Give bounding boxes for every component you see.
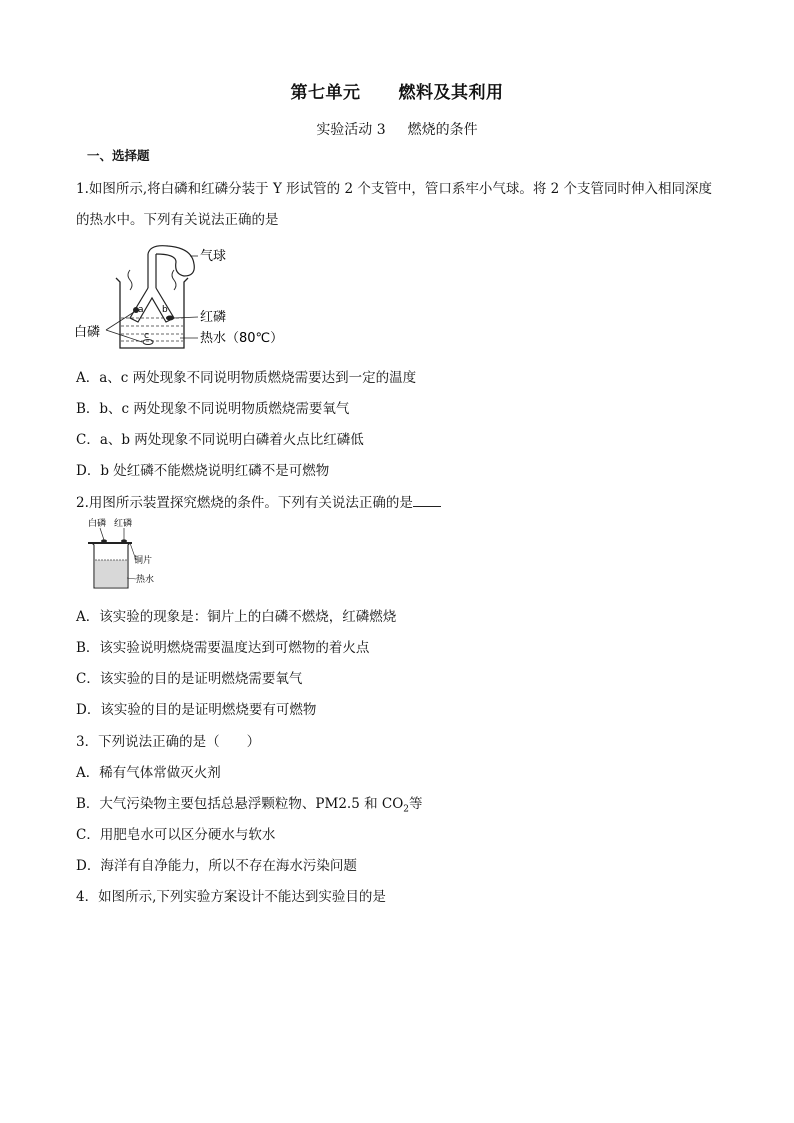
label-hot-water: 热水（80℃）	[200, 331, 284, 346]
answer-blank	[413, 494, 441, 507]
q4-stem: 4．如图所示,下列实验方案设计不能达到实验目的是	[76, 889, 386, 905]
q3-option-b	[76, 792, 423, 815]
q2-figure	[84, 516, 174, 600]
q1-option-b: B．b、c 两处现象不同说明物质燃烧需要氧气	[76, 401, 350, 417]
q1-stem-line2: 的热水中。下列有关说法正确的是	[76, 212, 279, 228]
q1-option-d: D．b 处红磷不能燃烧说明红磷不是可燃物	[76, 463, 330, 479]
q3-stem: 3．下列说法正确的是（ ）	[76, 734, 261, 750]
label-white-phosphorus: 白磷	[88, 519, 107, 529]
label-a: a	[138, 305, 144, 315]
label-red-phosphorus: 红磷	[114, 519, 133, 529]
q2-stem	[76, 491, 441, 511]
q3-option-b-suffix: 等	[409, 796, 423, 812]
q1-option-c: C．a、b 两处现象不同说明白磷着火点比红磷低	[76, 432, 364, 448]
q3-option-b-text: B．大气污染物主要包括总悬浮颗粒物、PM2.5 和 CO	[76, 796, 404, 812]
label-red-phosphorus: 红磷	[200, 310, 227, 325]
q3-option-c: C．用肥皂水可以区分硬水与软水	[76, 827, 276, 843]
q1-option-a: A．a、c 两处现象不同说明物质燃烧需要达到一定的温度	[76, 370, 417, 386]
unit-title: 第七单元	[290, 83, 361, 103]
label-copper: 铜片	[134, 556, 153, 566]
page-subtitle	[0, 119, 794, 139]
label-balloon: 气球	[200, 249, 227, 264]
label-hot-water: 热水	[136, 575, 155, 585]
q3-option-a: A．稀有气体常做灭火剂	[76, 765, 221, 781]
q2-stem-text: 2.用图所示装置探究燃烧的条件。下列有关说法正确的是	[76, 495, 413, 511]
section-heading: 一、选择题	[87, 148, 150, 163]
label-c: c	[144, 331, 149, 341]
q2-option-d: D．该实验的目的是证明燃烧要有可燃物	[76, 702, 317, 718]
label-white-phosphorus: 白磷	[74, 325, 101, 340]
q3-option-b-subscript: 2	[403, 804, 410, 815]
q2-option-b: B．该实验说明燃烧需要温度达到可燃物的着火点	[76, 640, 370, 656]
q2-option-c: C．该实验的目的是证明燃烧需要氧气	[76, 671, 303, 687]
activity-label: 实验活动 3	[316, 122, 386, 138]
activity-topic: 燃烧的条件	[407, 122, 478, 138]
unit-topic: 燃料及其利用	[398, 83, 504, 103]
q1-figure	[72, 240, 292, 359]
label-b: b	[162, 305, 168, 315]
page-title	[0, 78, 794, 103]
q1-stem-line1: 1.如图所示,将白磷和红磷分装于 Y 形试管的 2 个支管中，管口系牢小气球。将 2 个支管同时伸入相同深度	[76, 181, 713, 197]
q2-option-a: A．该实验的现象是：铜片上的白磷不燃烧，红磷燃烧	[76, 609, 397, 625]
q3-option-d: D．海洋有自净能力，所以不存在海水污染问题	[76, 858, 357, 874]
